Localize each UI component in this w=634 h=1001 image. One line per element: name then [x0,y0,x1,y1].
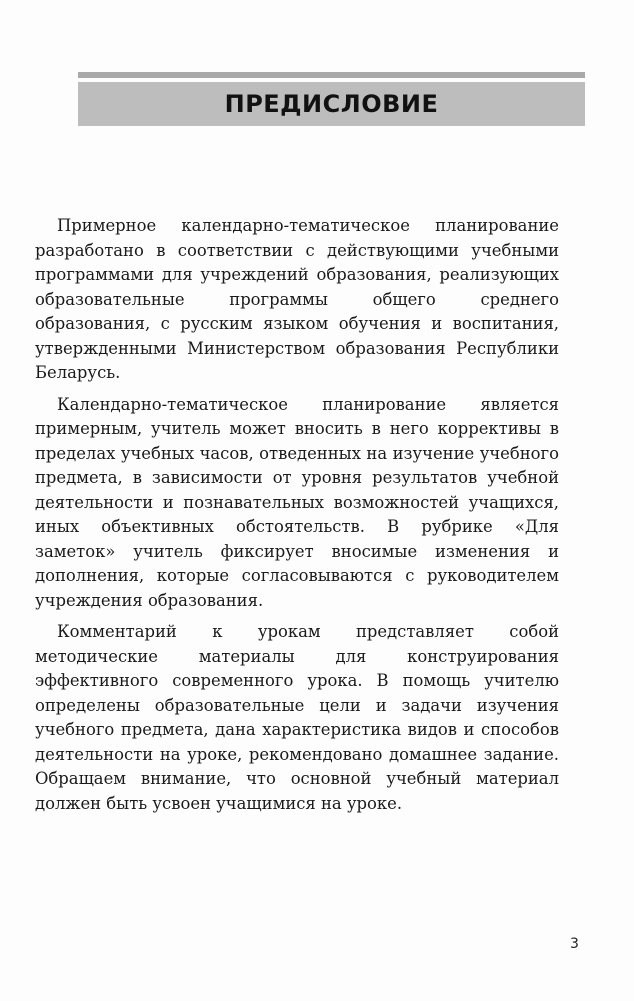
paragraph: Календарно-тематическое планирование является примерным, учитель может вносить в него коррективы в пределах учебных часов, отведенных на изучение учебного предмета, в зависимости от уровня результатов учебной деятельности и познавательных возможностей учащихся, иных объективных обстоятельств. В рубрике «Для заметок» учитель фиксирует вносимые изменения и дополнения, которые согласовываются с руководителем учреждения образования. [35,394,559,610]
paragraph: Комментарий к урокам представляет собой методические материалы для конструирования эффективного современного урока. В помощь учителю определены образовательные цели и задачи изучения учебного предмета, дана характеристика видов и способов деятельности на уроке, рекомендовано домашнее задание. Обращаем внимание, что основной учебный материал должен быть усвоен учащимися на уроке. [35,622,559,813]
paragraph: Примерное календарно-тематическое планирование разработано в соответствии с действующими учебными программами для учреждений образования, реализующих образовательные программы общего среднего образования, с русским языком обучения и воспитания, утвержденными Министерством образования Республики Беларусь. [35,216,559,382]
section-title: ПРЕДИСЛОВИЕ [224,90,439,118]
page-number: 3 [570,936,579,952]
body-text [35,214,559,823]
section-header-band [78,82,585,126]
header-rule [78,72,585,78]
